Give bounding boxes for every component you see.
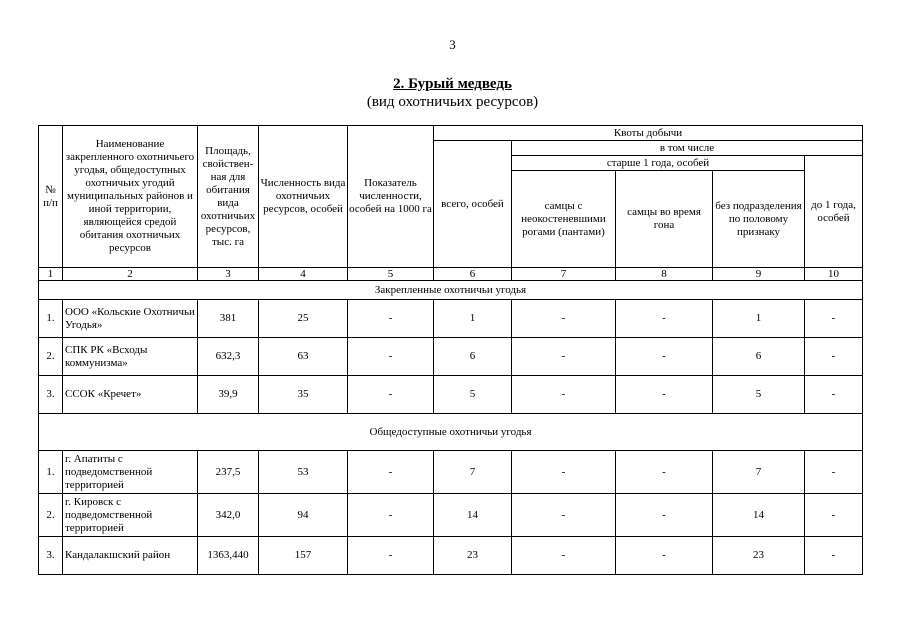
column-number: 2 (63, 268, 198, 281)
row-population: 53 (259, 451, 348, 494)
header-older: старше 1 года, особей (512, 156, 805, 171)
row-males-rut: - (616, 338, 713, 376)
row-density: - (348, 300, 434, 338)
header-no-sex: без подразделения по половому признаку (713, 171, 805, 268)
column-number: 5 (348, 268, 434, 281)
table-row (39, 537, 863, 575)
row-males-antlers: - (512, 451, 616, 494)
row-young: - (805, 376, 863, 414)
row-males-antlers: - (512, 494, 616, 537)
row-no-sex: 5 (713, 376, 805, 414)
row-total: 14 (434, 494, 512, 537)
column-number: 1 (39, 268, 63, 281)
table-row (39, 376, 863, 414)
row-no-sex: 6 (713, 338, 805, 376)
row-number: 3. (39, 376, 63, 414)
row-population: 25 (259, 300, 348, 338)
section-title-assigned: Закрепленные охотничьи угодья (39, 281, 863, 300)
row-population: 35 (259, 376, 348, 414)
column-number: 3 (198, 268, 259, 281)
row-no-sex: 23 (713, 537, 805, 575)
header-quotas: Квоты добычи (434, 126, 863, 141)
column-number: 4 (259, 268, 348, 281)
row-density: - (348, 494, 434, 537)
row-number: 1. (39, 451, 63, 494)
document-subtitle: (вид охотничьих ресурсов) (366, 94, 539, 110)
row-area: 381 (198, 300, 259, 338)
row-males-antlers: - (512, 338, 616, 376)
header-males-rut: самцы во время гона (616, 171, 713, 268)
row-young: - (805, 494, 863, 537)
table-row (39, 338, 863, 376)
header-males-antlers: самцы с неокостеневшими рогами (пантами) (512, 171, 616, 268)
row-total: 6 (434, 338, 512, 376)
row-area: 632,3 (198, 338, 259, 376)
row-total: 7 (434, 451, 512, 494)
row-population: 157 (259, 537, 348, 575)
row-no-sex: 7 (713, 451, 805, 494)
row-males-antlers: - (512, 537, 616, 575)
column-number: 7 (512, 268, 616, 281)
column-number: 8 (616, 268, 713, 281)
row-males-rut: - (616, 376, 713, 414)
row-no-sex: 1 (713, 300, 805, 338)
row-population: 94 (259, 494, 348, 537)
row-density: - (348, 376, 434, 414)
row-total: 1 (434, 300, 512, 338)
row-area: 342,0 (198, 494, 259, 537)
row-area: 237,5 (198, 451, 259, 494)
row-number: 1. (39, 300, 63, 338)
row-young: - (805, 451, 863, 494)
header-num: № п/п (39, 126, 63, 268)
header-including: в том числе (512, 141, 863, 156)
row-name: Кандалакшский район (63, 537, 198, 575)
row-density: - (348, 537, 434, 575)
header-area: Площадь, свойствен-ная для обитания вида охотничьих ресурсов, тыс. га (198, 126, 259, 268)
table-row (39, 451, 863, 494)
row-males-rut: - (616, 494, 713, 537)
row-young: - (805, 300, 863, 338)
header-population: Численность вида охотничьих ресурсов, особей (259, 126, 348, 268)
row-males-antlers: - (512, 300, 616, 338)
quota-table (38, 125, 863, 575)
column-number: 6 (434, 268, 512, 281)
table-row (39, 300, 863, 338)
page-number: 3 (449, 37, 456, 52)
section-title-public: Общедоступные охотничьи угодья (39, 414, 863, 451)
row-young: - (805, 338, 863, 376)
row-density: - (348, 451, 434, 494)
row-name: ССОК «Кречет» (63, 376, 198, 414)
row-area: 39,9 (198, 376, 259, 414)
table-row (39, 494, 863, 537)
row-name: г. Апатиты с подведомственной территорией (63, 451, 198, 494)
header-total: всего, особей (434, 141, 512, 268)
column-number: 10 (805, 268, 863, 281)
header-name: Наименование закрепленного охотничьего угодья, общедоступных охотничьих угодий муниципальных районов и иной территории, являющейся средой обитания охотничьих ресурсов (63, 126, 198, 268)
row-young: - (805, 537, 863, 575)
row-males-rut: - (616, 537, 713, 575)
row-total: 5 (434, 376, 512, 414)
row-males-rut: - (616, 451, 713, 494)
row-population: 63 (259, 338, 348, 376)
row-name: СПК РК «Всходы коммунизма» (63, 338, 198, 376)
column-numbers-row (39, 268, 863, 281)
row-density: - (348, 338, 434, 376)
header-density: Показатель численности, особей на 1000 га (348, 126, 434, 268)
row-number: 3. (39, 537, 63, 575)
row-total: 23 (434, 537, 512, 575)
row-name: г. Кировск с подведомственной территорией (63, 494, 198, 537)
row-no-sex: 14 (713, 494, 805, 537)
row-number: 2. (39, 338, 63, 376)
row-males-rut: - (616, 300, 713, 338)
document-title: 2. Бурый медведь (393, 76, 512, 92)
row-males-antlers: - (512, 376, 616, 414)
header-young: до 1 года, особей (805, 156, 863, 268)
row-number: 2. (39, 494, 63, 537)
row-name: ООО «Кольские Охотничьи Угодья» (63, 300, 198, 338)
column-number: 9 (713, 268, 805, 281)
row-area: 1363,440 (198, 537, 259, 575)
